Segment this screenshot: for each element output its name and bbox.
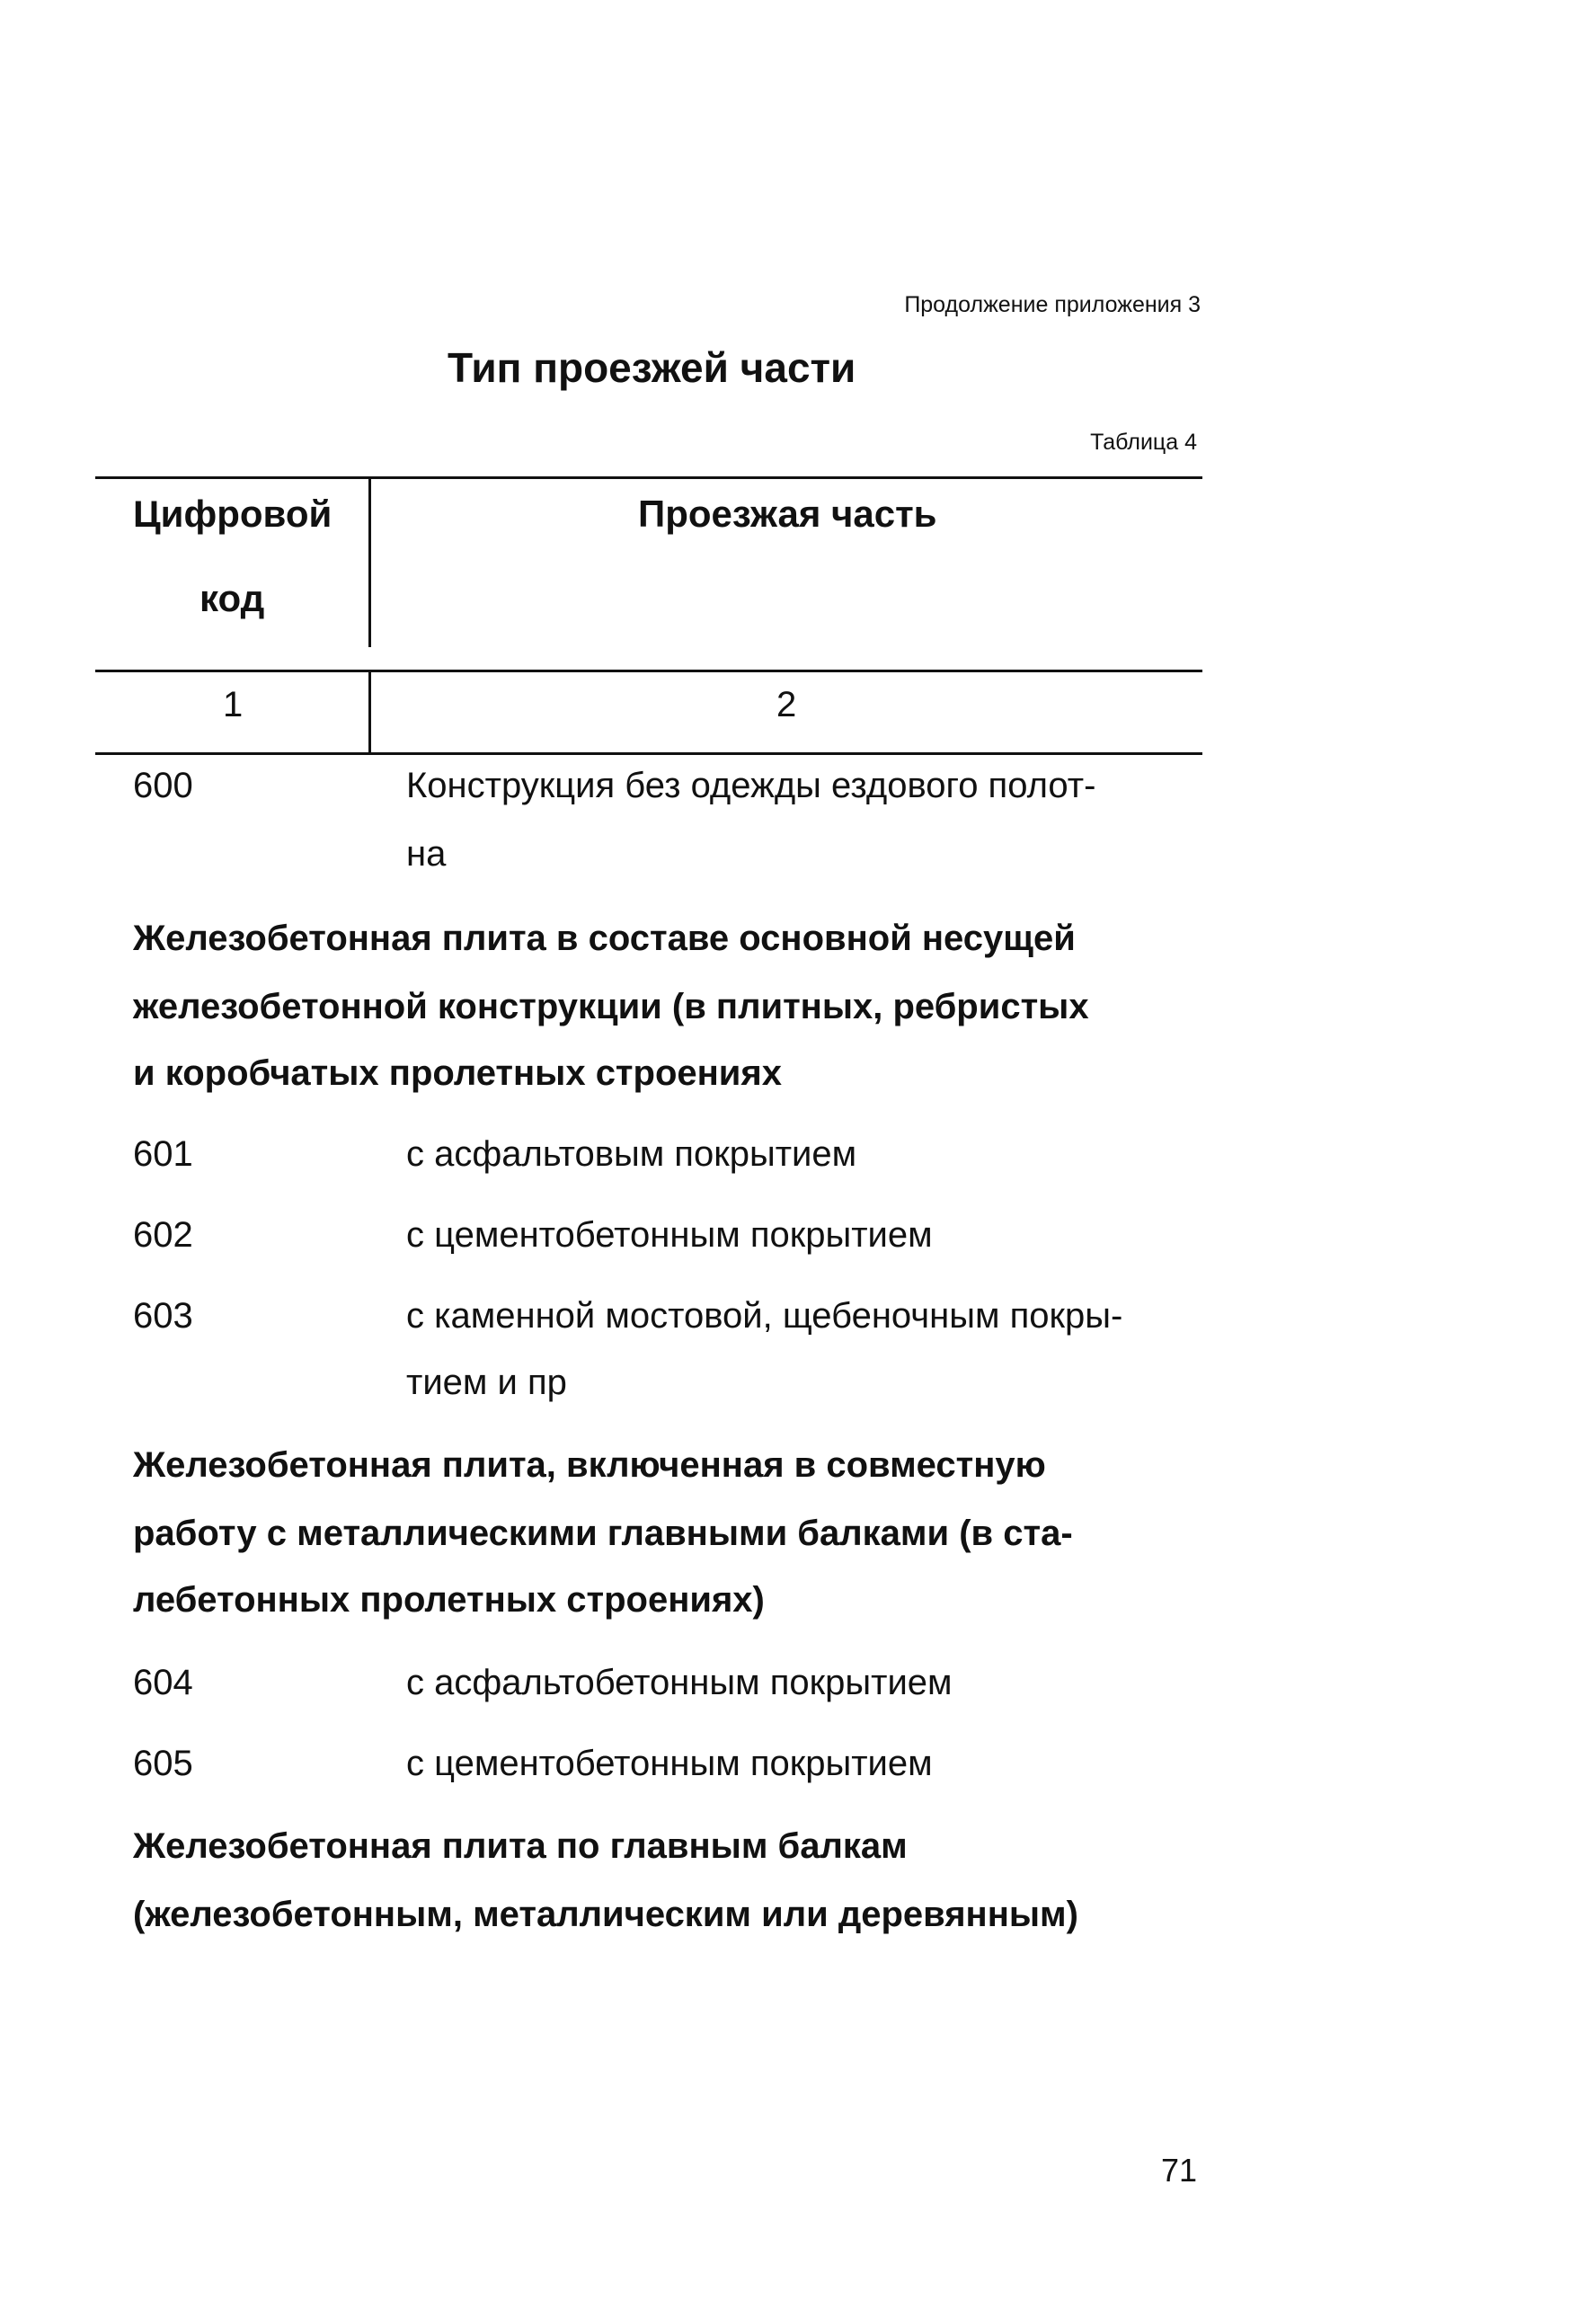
col1-number: 1 [223,685,244,724]
group3-line2: (железобетонным, металлическим или деревянным) [133,1895,1078,1934]
code-600: 600 [133,766,193,805]
col1-header-line1: Цифровой [133,493,332,535]
code-604: 604 [133,1663,193,1702]
code-605: 605 [133,1744,193,1783]
page-title: Тип проезжей части [448,344,856,391]
header-column-divider [368,476,371,647]
group1-line3: и коробчатых пролетных строениях [133,1053,782,1093]
desc-603-line2: тием и пр [406,1363,567,1402]
desc-600-line2: на [406,834,447,874]
numbering-bottom-rule [95,752,1202,755]
numbering-column-divider [368,670,371,754]
col2-header: Проезжая часть [638,493,937,535]
group2-line3: лебетонных пролетных строениях) [133,1580,765,1620]
code-603: 603 [133,1296,193,1336]
desc-602: с цементобетонным покрытием [406,1215,933,1255]
header-bottom-rule [95,670,1202,672]
desc-600-line1: Конструкция без одежды ездового полот- [406,766,1096,805]
continuation-note: Продолжение приложения 3 [904,292,1201,317]
desc-601: с асфальтовым покрытием [406,1134,857,1174]
page-number: 71 [1161,2152,1198,2189]
col1-header-line2: код [200,577,265,619]
group2-line1: Железобетонная плита, включенная в совместную [133,1445,1046,1485]
table-top-rule [95,476,1202,479]
table-label: Таблица 4 [1090,430,1197,455]
group1-line2: железобетонной конструкции (в плитных, ребристых [133,987,1089,1026]
group1-line1: Железобетонная плита в составе основной несущей [133,919,1076,958]
code-601: 601 [133,1134,193,1174]
code-602: 602 [133,1215,193,1255]
group3-line1: Железобетонная плита по главным балкам [133,1826,908,1866]
col2-number: 2 [776,685,797,724]
desc-604: с асфальтобетонным покрытием [406,1663,953,1702]
group2-line2: работу с металлическими главными балками (в ста- [133,1514,1073,1553]
desc-605: с цементобетонным покрытием [406,1744,933,1783]
desc-603-line1: с каменной мостовой, щебеночным покры- [406,1296,1123,1336]
